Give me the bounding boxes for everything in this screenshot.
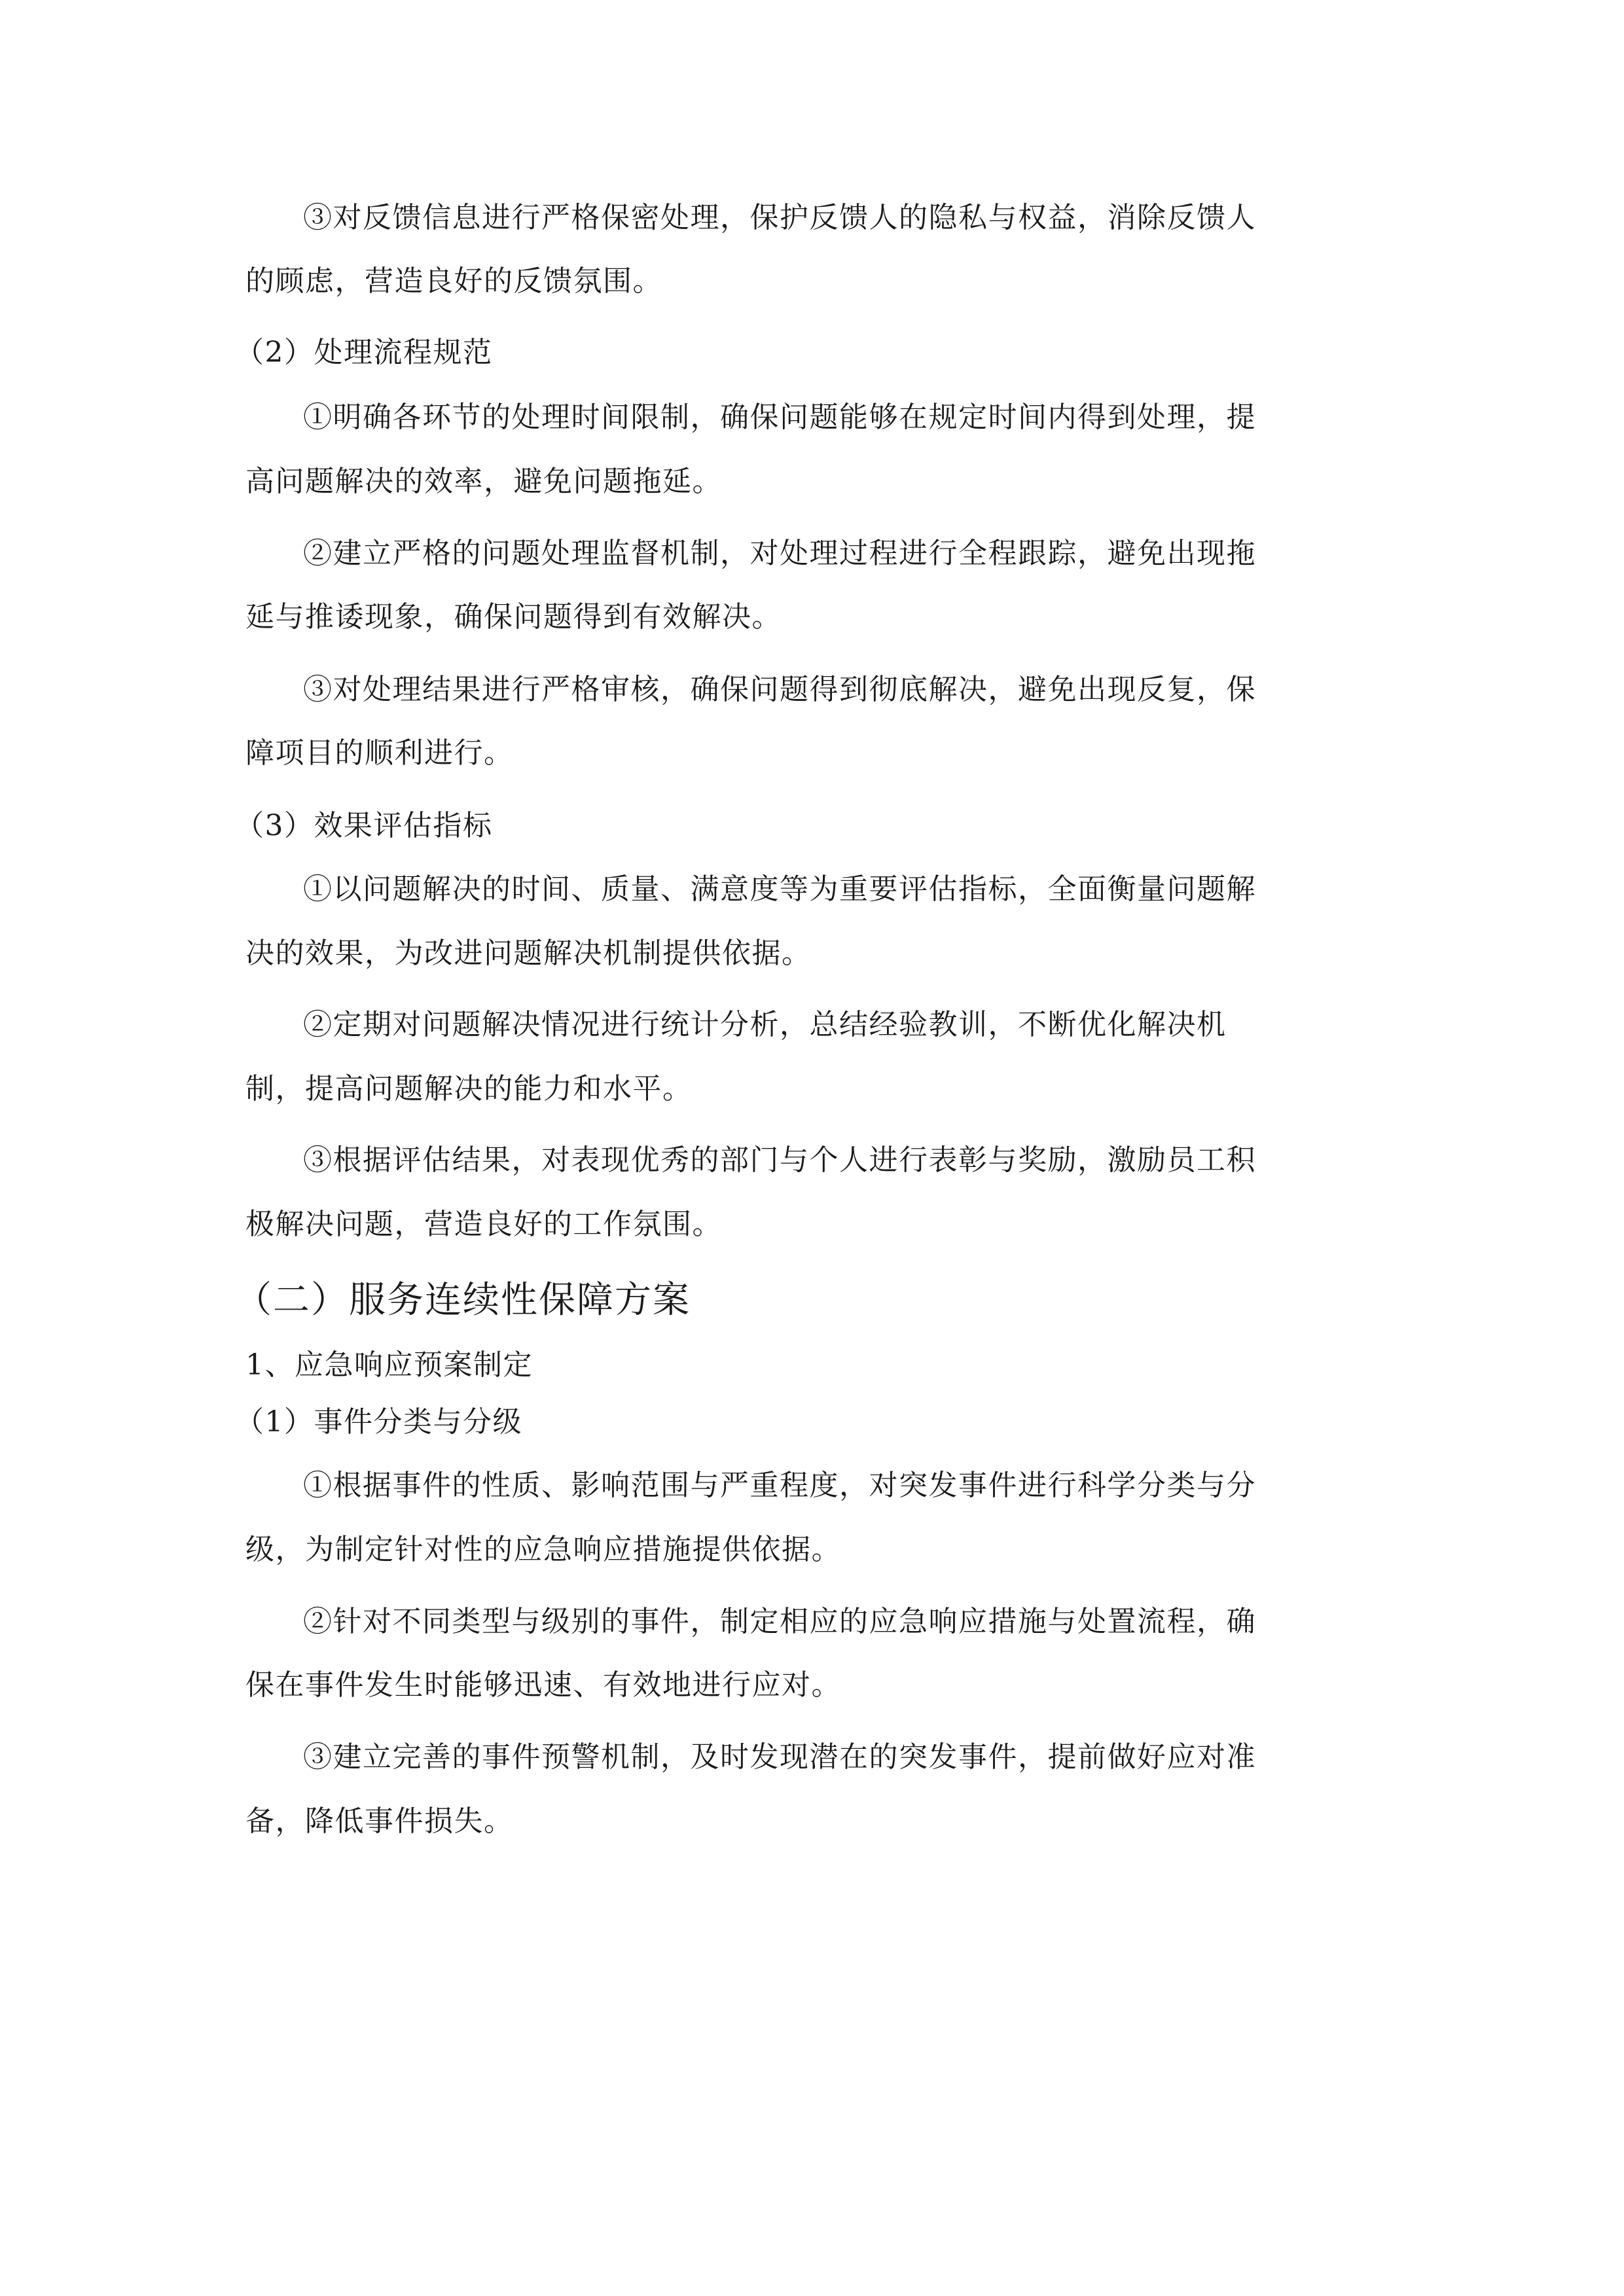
paragraph-line: ③建立完善的事件预警机制，及时发现潜在的突发事件，提前做好应对准: [303, 1740, 1256, 1774]
subsection-heading: 1、应急响应预案制定: [245, 1348, 533, 1382]
paragraph-line: ①以问题解决的时间、质量、满意度等为重要评估指标，全面衡量问题解: [303, 872, 1256, 906]
paragraph-line: 延与推诿现象，确保问题得到有效解决。: [245, 600, 782, 634]
subsection-heading: （2）处理流程规范: [235, 336, 493, 369]
paragraph-line: ②针对不同类型与级别的事件，制定相应的应急响应措施与处置流程，确: [303, 1605, 1256, 1638]
paragraph-line: 的顾虑，营造良好的反馈氛围。: [245, 264, 662, 298]
paragraph-line: 决的效果，为改进问题解决机制提供依据。: [245, 937, 812, 970]
paragraph-line: ①根据事件的性质、影响范围与严重程度，对突发事件进行科学分类与分: [303, 1469, 1256, 1502]
paragraph-line: 保在事件发生时能够迅速、有效地进行应对。: [245, 1668, 841, 1702]
paragraph-line: ③对反馈信息进行严格保密处理，保护反馈人的隐私与权益，消除反馈人: [303, 201, 1256, 234]
paragraph-line: 制，提高问题解决的能力和水平。: [245, 1072, 693, 1105]
paragraph-line: 备，降低事件损失。: [245, 1804, 514, 1838]
paragraph-line: 级，为制定针对性的应急响应措施提供依据。: [245, 1533, 841, 1566]
section-heading: （二）服务连续性保障方案: [235, 1279, 691, 1321]
paragraph-line: ②建立严格的问题处理监督机制，对处理过程进行全程跟踪，避免出现拖: [303, 537, 1256, 570]
subsection-heading: （3）效果评估指标: [235, 809, 493, 842]
paragraph-line: 极解决问题，营造良好的工作氛围。: [245, 1208, 722, 1241]
paragraph-line: ①明确各环节的处理时间限制，确保问题能够在规定时间内得到处理，提: [303, 401, 1256, 434]
paragraph-line: 障项目的顺利进行。: [245, 736, 514, 770]
paragraph-line: ③对处理结果进行严格审核，确保问题得到彻底解决，避免出现反复，保: [303, 673, 1256, 706]
paragraph-line: 高问题解决的效率，避免问题拖延。: [245, 465, 722, 498]
paragraph-line: ②定期对问题解决情况进行统计分析，总结经验教训，不断优化解决机: [303, 1008, 1227, 1041]
paragraph-line: ③根据评估结果，对表现优秀的部门与个人进行表彰与奖励，激励员工积: [303, 1143, 1256, 1177]
subsection-heading: （1）事件分类与分级: [235, 1405, 522, 1439]
